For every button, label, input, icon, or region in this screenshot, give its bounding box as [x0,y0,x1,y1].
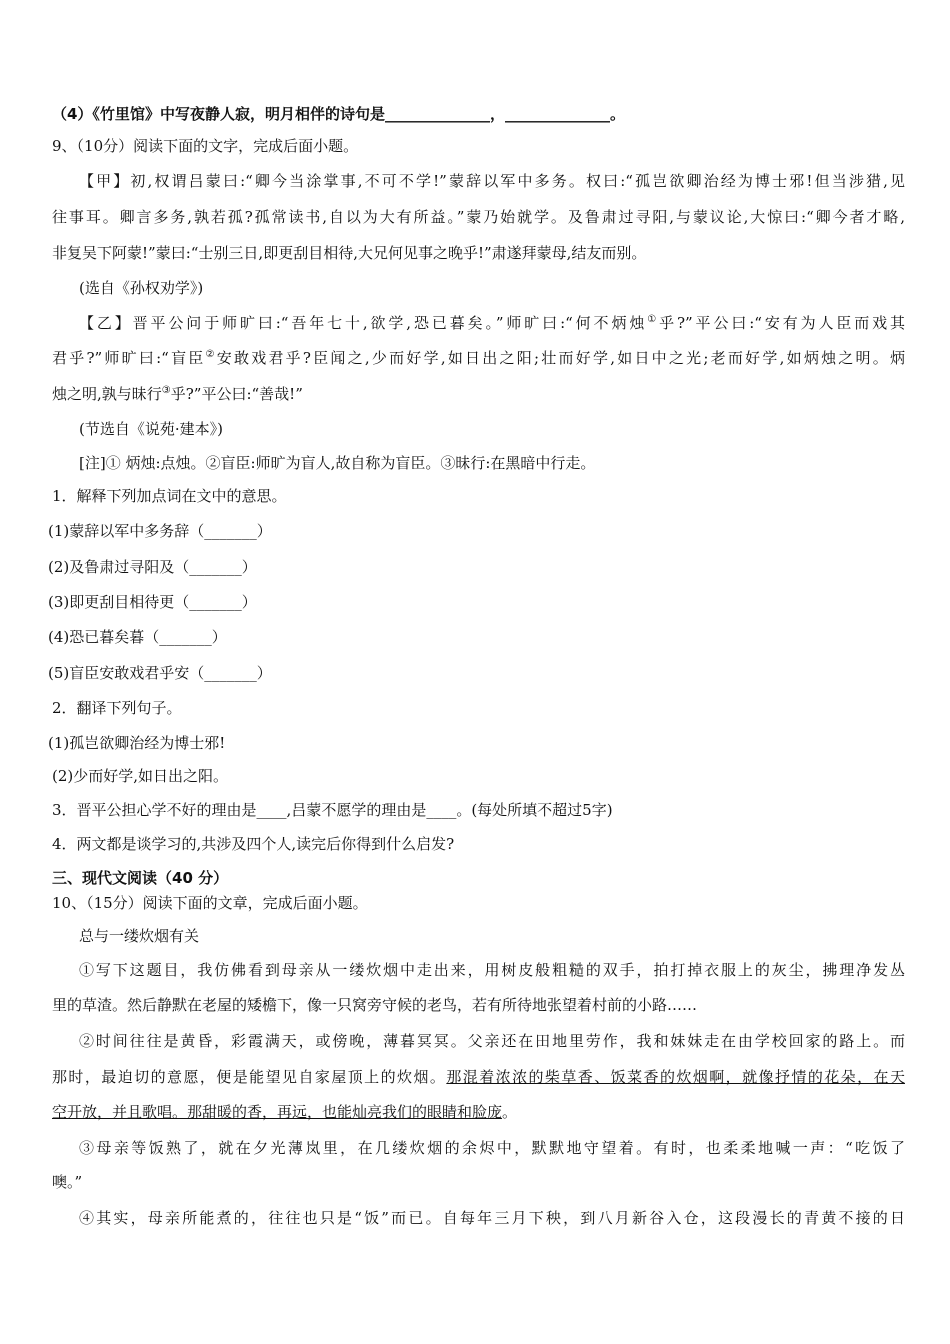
answer-blank: ____ [426,801,457,819]
question-2-item: (2)少而好学,如日出之阳。 [52,767,229,785]
passage-jia-line: 往事耳。卿言多务,孰若孤?孤常读书,自以为大有所益。”蒙乃始就学。及鲁肃过寻阳,与蒙议论,大惊曰:“卿今者才略, [52,208,905,226]
question-1-item-text: (4)恐已暮矣暮（ [48,628,160,646]
passage-yi-text: 乎?”平公曰:“善哉!” [170,385,303,403]
question-1-item [48,557,257,577]
footnote-mark: ① [647,314,660,325]
passage-yi-text: 安敢戏君乎?臣闻之,少而好学,如日出之阳;壮而好学,如日中之光;老而好学,如炳烛之明。炳 [216,349,906,367]
article-paragraph-line: ①写下这题目，我仿佛看到母亲从一缕炊烟中走出来，用树皮般粗糙的双手，拍打掉衣服上的灰尘，拂理净发丛 [79,961,905,979]
answer-blank: _______） [159,628,227,646]
question-1-title: 1．解释下列加点词在文中的意思。 [52,487,287,505]
passage-yi-text: 烛之明,孰与昧行 [52,385,162,403]
question-4: 4．两文都是谈学习的,共涉及四个人,读完后你得到什么启发? [52,835,455,853]
article-title: 总与一缕炊烟有关 [79,927,200,945]
question-1-item-text: (3)即更刮目相待更（ [48,593,190,611]
section-heading: 三、现代文阅读（40 分） [52,869,229,887]
article-paragraph-line: ②时间往往是黄昏，彩霞满天，或傍晚，薄暮冥冥。父亲还在田地里劳作，我和妹妹走在由学校回家的路上。而 [79,1032,905,1050]
answer-blank: ____ [256,801,287,819]
question-2-item: (1)孤岂欲卿治经为博士邪! [48,734,226,752]
article-paragraph-line: ④其实，母亲所能煮的，往往也只是“饭”而已。自每年三月下秧，到八月新谷入仓，这段漫长的青黄不接的日 [79,1209,905,1227]
q8-item4 [52,104,625,124]
question-3-text: 。(每处所填不超过5字) [456,801,613,819]
underlined-sentence: 那混着浓浓的柴草香、饭菜香的炊烟啊，就像抒情的花朵，在天 [446,1068,905,1086]
passage-yi-line [52,348,905,368]
passage-jia-source: (选自《孙权劝学》) [79,279,204,297]
q8-item4-text: （4）《竹里馆》中写夜静人寂，明月相伴的诗句是 [52,105,385,123]
footnote-mark: ③ [161,385,171,396]
underlined-sentence: 空开放，并且歌唱。那甜暖的香，再远，也能灿亮我们的眼睛和脸庞 [52,1103,503,1121]
question-1-item-text: (2)及鲁肃过寻阳及（ [48,558,190,576]
article-paragraph-line [52,1102,517,1122]
passage-yi-line [79,313,905,333]
passage-notes: [注]① 炳烛:点烛。②盲臣:师旷为盲人,故自称为盲臣。③昧行:在黑暗中行走。 [79,454,596,472]
q8-item4-end: 。 [609,105,625,123]
question-1-item [48,663,272,683]
article-paragraph-line: 里的草渣。然后静默在老屋的矮檐下，像一只窝旁守候的老鸟，若有所待地张望着村前的小路…… [52,996,698,1014]
passage-yi-text: 【乙】晋平公问于师旷曰:“吾年七十,欲学,恐已暮矣。”师旷曰:“何不炳烛 [79,314,648,332]
question-3 [52,800,613,820]
footnote-mark: ② [205,349,217,360]
passage-yi-text: 君乎?”师旷曰:“盲臣 [52,349,206,367]
passage-yi-source: (节选自《说苑·建本》) [79,420,223,438]
passage-jia-line: 非复吴下阿蒙!”蒙曰:“士别三日,即更刮目相待,大兄何见事之晚乎!”肃遂拜蒙母,结友而别。 [52,244,647,262]
article-paragraph-line [52,1067,905,1087]
question-3-text: ,吕蒙不愿学的理由是 [286,801,427,819]
article-text: 。 [502,1103,518,1121]
question-1-item [48,627,227,647]
q8-item4-sep: ， [489,105,505,123]
answer-blank: _______） [204,522,272,540]
question-1-item-text: (5)盲臣安敢戏君乎安（ [48,664,205,682]
answer-blank: ______________ [504,105,610,123]
answer-blank: _______） [189,593,257,611]
article-paragraph-line: ③母亲等饭熟了，就在夕光薄岚里，在几缕炊烟的余烬中，默默地守望着。有时，也柔柔地喊一声：“吃饭了 [79,1139,905,1157]
article-text: 那时，最迫切的意愿，便是能望见自家屋顶上的炊烟。 [52,1068,447,1086]
passage-yi-line [52,384,303,404]
q9-heading: 9、（10分）阅读下面的文字，完成后面小题。 [52,137,359,155]
passage-yi-text: 乎?”平公曰:“安有为人臣而戏其 [659,314,906,332]
answer-blank: _______） [204,664,272,682]
question-2-title: 2．翻译下列句子。 [52,699,182,717]
passage-jia-line: 【甲】初,权谓吕蒙曰:“卿今当涂掌事,不可不学!”蒙辞以军中多务。权曰:“孤岂欲卿治经为博士邪!但当涉猎,见 [79,172,905,190]
question-1-item [48,521,272,541]
question-1-item [48,592,257,612]
article-paragraph-line: 噢。” [52,1173,83,1191]
question-3-text: 3．晋平公担心学不好的理由是 [52,801,257,819]
question-1-item-text: (1)蒙辞以军中多务辞（ [48,522,205,540]
q10-heading: 10、（15分）阅读下面的文章，完成后面小题。 [52,894,368,912]
answer-blank: _______） [189,558,257,576]
answer-blank: ______________ [384,105,490,123]
